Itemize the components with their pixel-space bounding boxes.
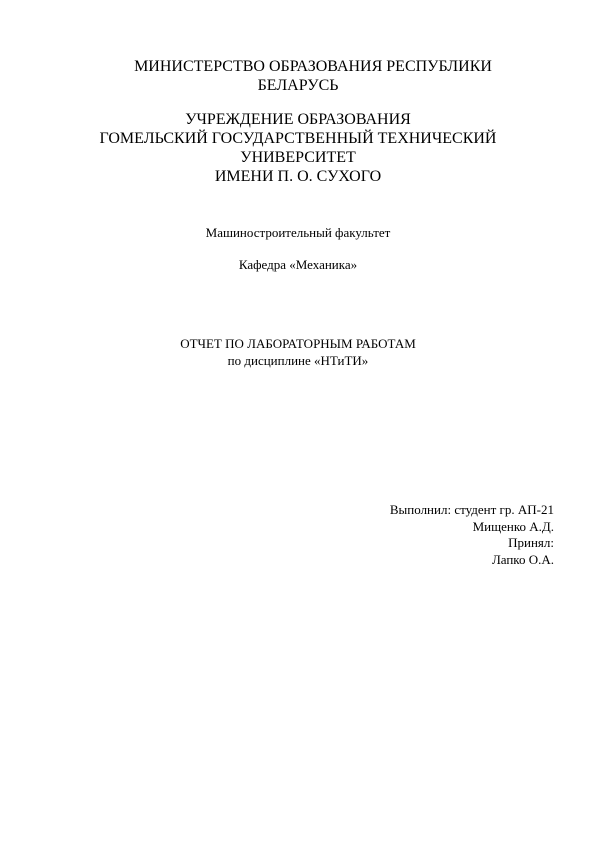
institution-line-1: УЧРЕЖДЕНИЕ ОБРАЗОВАНИЯ bbox=[185, 111, 411, 128]
student-name: Мищенко А.Д. bbox=[472, 519, 554, 534]
institution-line-3: УНИВЕРСИТЕТ bbox=[240, 149, 356, 166]
report-discipline: по дисциплине «НТиТИ» bbox=[227, 353, 369, 368]
ministry-line-2: БЕЛАРУСЬ bbox=[257, 77, 339, 94]
institution-line-4: ИМЕНИ П. О. СУХОГО bbox=[214, 168, 382, 185]
ministry-line-1: МИНИСТЕРСТВО ОБРАЗОВАНИЯ РЕСПУБЛИКИ bbox=[134, 58, 492, 75]
accepted-by: Принял: bbox=[508, 535, 554, 550]
teacher-name: Лапко О.А. bbox=[491, 552, 554, 567]
department-name: Кафедра «Механика» bbox=[238, 257, 358, 272]
performed-by: Выполнил: студент гр. АП-21 bbox=[389, 502, 554, 517]
faculty-name: Машиностроительный факультет bbox=[205, 225, 391, 240]
institution-line-2: ГОМЕЛЬСКИЙ ГОСУДАРСТВЕННЫЙ ТЕХНИЧЕСКИЙ bbox=[99, 130, 497, 147]
report-title: ОТЧЕТ ПО ЛАБОРАТОРНЫМ РАБОТАМ bbox=[180, 336, 416, 351]
